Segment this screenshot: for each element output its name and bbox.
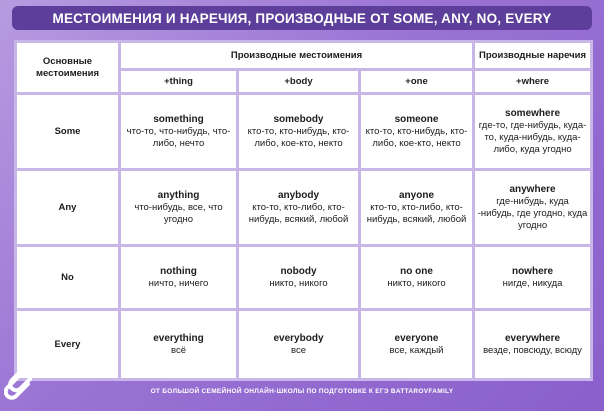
cell-word: everything bbox=[153, 332, 204, 344]
cell-anybody bbox=[238, 170, 360, 246]
cell-word: everywhere bbox=[505, 332, 561, 344]
cell-everybody bbox=[238, 310, 360, 380]
cell-anyone bbox=[360, 170, 474, 246]
cell-nothing bbox=[120, 246, 238, 310]
header-derived-pronouns: Производные местоимения bbox=[120, 42, 474, 70]
cell-word: anyone bbox=[399, 189, 435, 201]
table-row-every bbox=[16, 310, 592, 380]
cell-somewhere bbox=[474, 94, 592, 170]
cell-translation: кто-то, кто-либо, кто-нибудь, всякий, любой bbox=[366, 201, 467, 225]
cell-nowhere bbox=[474, 246, 592, 310]
cell-translation: кто-то, кто-либо, кто-нибудь, всякий, любой bbox=[248, 201, 349, 225]
header-basic-pronouns: Основные местоимения bbox=[16, 42, 120, 94]
cell-translation: где-нибудь, куда -нибудь, где угодно, куда угодно bbox=[477, 195, 588, 231]
cell-translation: где-то, где-нибудь, куда-то, куда-нибудь, куда-либо, куда угодно bbox=[478, 119, 587, 155]
cell-somebody bbox=[238, 94, 360, 170]
header-thing: +thing bbox=[120, 70, 238, 94]
paperclip-logo-icon bbox=[4, 362, 34, 406]
header-one: +one bbox=[360, 70, 474, 94]
pronouns-table bbox=[14, 40, 593, 381]
cell-translation: никто, никого bbox=[269, 277, 328, 289]
header-row-1 bbox=[16, 42, 592, 70]
cell-word: somewhere bbox=[505, 107, 561, 119]
row-label-any: Any bbox=[16, 170, 120, 246]
cell-word: anything bbox=[157, 189, 200, 201]
header-body: +body bbox=[238, 70, 360, 94]
cell-anywhere bbox=[474, 170, 592, 246]
cell-something bbox=[120, 94, 238, 170]
row-label-no: No bbox=[16, 246, 120, 310]
cell-translation: все bbox=[291, 344, 306, 356]
cell-translation: всё bbox=[171, 344, 186, 356]
cell-translation: кто-то, кто-нибудь, кто-либо, кое-кто, некто bbox=[247, 125, 350, 149]
cell-word: somebody bbox=[273, 113, 324, 125]
table-row-any bbox=[16, 170, 592, 246]
cell-word: everyone bbox=[394, 332, 439, 344]
cell-translation: кто-то, кто-нибудь, кто-либо, кое-кто, некто bbox=[365, 125, 468, 149]
table-row-no bbox=[16, 246, 592, 310]
footer-caption: ОТ БОЛЬШОЙ СЕМЕЙНОЙ ОНЛАЙН-ШКОЛЫ ПО ПОДГОТОВКЕ К ЕГЭ BATTAROVFAMILY bbox=[150, 388, 454, 395]
cell-nobody bbox=[238, 246, 360, 310]
cell-word: anywhere bbox=[509, 183, 556, 195]
cell-everywhere bbox=[474, 310, 592, 380]
cell-translation: ничто, ничего bbox=[148, 277, 209, 289]
cell-translation: везде, повсюду, всюду bbox=[483, 344, 582, 356]
row-label-every: Every bbox=[16, 310, 120, 380]
cell-word: nowhere bbox=[511, 265, 554, 277]
cell-word: everybody bbox=[273, 332, 324, 344]
header-derived-adverbs: Производные наречия bbox=[474, 42, 592, 70]
cell-everything bbox=[120, 310, 238, 380]
cell-word: no one bbox=[400, 265, 433, 277]
header-where: +where bbox=[474, 70, 592, 94]
cell-translation: нигде, никуда bbox=[502, 277, 563, 289]
cell-word: anybody bbox=[277, 189, 320, 201]
cell-translation: никто, никого bbox=[387, 277, 446, 289]
cell-translation: все, каждый bbox=[389, 344, 444, 356]
table-row-some bbox=[16, 94, 592, 170]
cell-word: someone bbox=[394, 113, 439, 125]
cell-no-one bbox=[360, 246, 474, 310]
cell-everyone bbox=[360, 310, 474, 380]
cell-word: nobody bbox=[280, 265, 317, 277]
cell-translation: что-то, что-нибудь, что-либо, нечто bbox=[126, 125, 231, 149]
cell-someone bbox=[360, 94, 474, 170]
cell-word: something bbox=[153, 113, 204, 125]
cell-word: nothing bbox=[160, 265, 197, 277]
cell-translation: что-нибудь, все, что угодно bbox=[134, 201, 223, 225]
page-title: МЕСТОИМЕНИЯ И НАРЕЧИЯ, ПРОИЗВОДНЫЕ ОТ SOME, ANY, NO, EVERY bbox=[12, 6, 592, 30]
cell-anything bbox=[120, 170, 238, 246]
row-label-some: Some bbox=[16, 94, 120, 170]
